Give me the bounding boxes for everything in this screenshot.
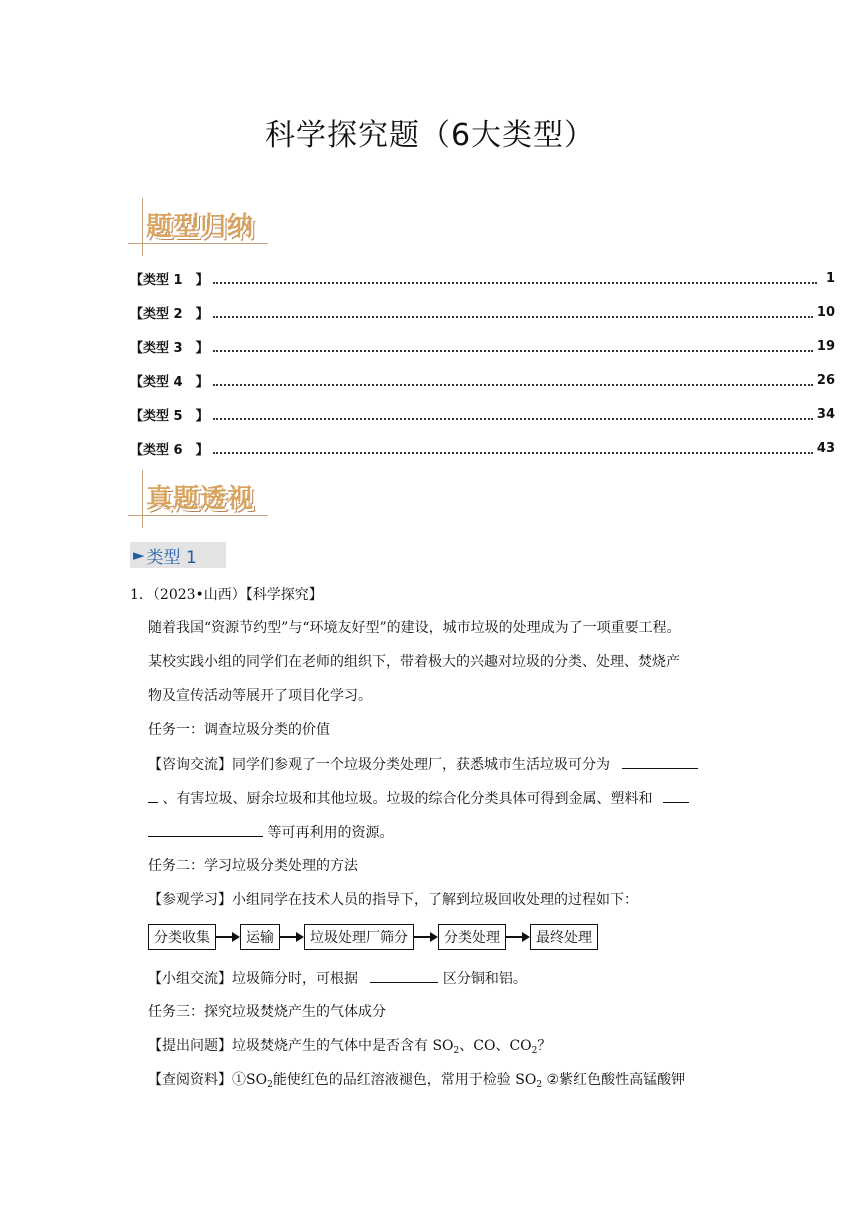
consult-line-1 [148, 754, 698, 775]
toc-entry-label: 【类型 2 】 [130, 306, 209, 322]
answer-blank-1b[interactable] [148, 788, 158, 803]
toc-entry-page: 26 [816, 372, 835, 388]
flow-step-sorting: 垃圾处理厂筛分 [304, 924, 414, 950]
group-text-head: 【小组交流】垃圾筛分时，可根据 [148, 971, 358, 987]
section-banner-summary [128, 198, 273, 256]
process-flow-diagram [148, 922, 598, 952]
flow-step-final: 最终处理 [530, 924, 598, 950]
toc-entry-page: 1 [825, 270, 835, 286]
subscript: 2 [453, 1046, 460, 1056]
toc-entry-page: 43 [816, 440, 835, 456]
consult-text-3: 等可再利用的资源。 [267, 825, 394, 841]
subscript: 2 [531, 1046, 538, 1056]
flow-step-processing: 分类处理 [438, 924, 506, 950]
toc-entry[interactable] [130, 268, 835, 288]
task-2-heading: 任务二：学习垃圾分类处理的方法 [148, 858, 358, 874]
visit-study-line: 【参观学习】小组同学在技术人员的指导下，了解到垃圾回收处理的过程如下： [148, 892, 638, 908]
toc-entry-label: 【类型 3 】 [130, 340, 209, 356]
toc-entry-page: 34 [816, 406, 835, 422]
triangle-pointer-icon: ► [133, 546, 145, 564]
consult-text-1: 【咨询交流】同学们参观了一个垃圾分类处理厂，获悉城市生活垃圾可分为 [148, 757, 610, 773]
toc-entry-label: 【类型 1 】 [130, 272, 209, 288]
task-3-heading: 任务三：探究垃圾焚烧产生的气体成分 [148, 1004, 386, 1020]
flow-arrow-icon [280, 932, 304, 942]
group-discussion-line [148, 968, 527, 989]
flow-arrow-icon [216, 932, 240, 942]
type-header-label: 类型 1 [146, 547, 197, 568]
toc-entry[interactable] [130, 370, 835, 390]
task-1-heading: 任务一：调查垃圾分类的价值 [148, 722, 330, 738]
toc-entry-page: 10 [816, 304, 835, 320]
toc-dot-leader [213, 315, 813, 318]
toc-entry-label: 【类型 6 】 [130, 442, 209, 458]
toc-entry[interactable] [130, 438, 835, 458]
section-banner-exam [128, 470, 273, 528]
banner-title: 真题透视 [146, 484, 255, 514]
toc-dot-leader [213, 417, 813, 420]
reference-text-mid: 能使红色的品红溶液褪色，常用于检验 SO [272, 1072, 537, 1088]
problem-text-end: ？ [537, 1038, 552, 1054]
toc-dot-leader [213, 383, 813, 386]
reference-line [148, 1070, 685, 1095]
toc-entry[interactable] [130, 302, 835, 322]
problem-line [148, 1036, 551, 1061]
consult-line-2 [148, 788, 689, 809]
intro-line-1: 随着我国“资源节约型”与“环境友好型”的建设，城市垃圾的处理成为了一项重要工程。 [148, 620, 681, 636]
banner-vertical-rule [142, 470, 143, 528]
flow-step-transport: 运输 [240, 924, 280, 950]
toc-dot-leader [213, 451, 813, 454]
answer-blank-1a[interactable] [622, 754, 698, 769]
banner-title: 题型归纳 [146, 212, 255, 242]
toc-entry-label: 【类型 5 】 [130, 408, 209, 424]
problem-text-mid: 、CO、CO [459, 1038, 532, 1054]
toc-dot-leader [213, 349, 813, 352]
group-text-tail: 区分铜和铝。 [442, 971, 527, 987]
question-number-source: 1．（2023•山西）【科学探究】 [130, 587, 323, 603]
toc-entry-label: 【类型 4 】 [130, 374, 209, 390]
flow-arrow-icon [414, 932, 438, 942]
intro-line-3: 物及宣传活动等展开了项目化学习。 [148, 688, 372, 704]
type-1-header [130, 542, 226, 568]
reference-text-head: 【查阅资料】①SO [148, 1072, 268, 1088]
answer-blank-3[interactable] [370, 968, 438, 983]
banner-vertical-rule [142, 198, 143, 256]
answer-blank-2b[interactable] [148, 822, 263, 837]
subscript: 2 [536, 1080, 543, 1090]
subscript: 2 [267, 1080, 273, 1090]
document-title: 科学探究题（6大类型） [264, 118, 596, 153]
problem-text-head: 【提出问题】垃圾焚烧产生的气体中是否含有 SO [148, 1038, 454, 1054]
toc-entry[interactable] [130, 336, 835, 356]
flow-arrow-icon [506, 932, 530, 942]
banner-horizontal-rule [128, 515, 268, 516]
banner-horizontal-rule [128, 243, 268, 244]
reference-text-tail: ②紫红色酸性高锰酸钾 [546, 1072, 686, 1088]
toc-dot-leader [213, 281, 817, 284]
toc-entry-page: 19 [816, 338, 835, 354]
flow-step-collect: 分类收集 [148, 924, 216, 950]
answer-blank-2a[interactable] [663, 788, 689, 803]
intro-line-2: 某校实践小组的同学们在老师的组织下，带着极大的兴趣对垃圾的分类、处理、焚烧产 [148, 654, 680, 670]
toc-entry[interactable] [130, 404, 835, 424]
consult-line-3 [148, 822, 393, 843]
consult-text-2: 、有害垃圾、厨余垃圾和其他垃圾。垃圾的综合化分类具体可得到金属、塑料和 [162, 791, 653, 807]
